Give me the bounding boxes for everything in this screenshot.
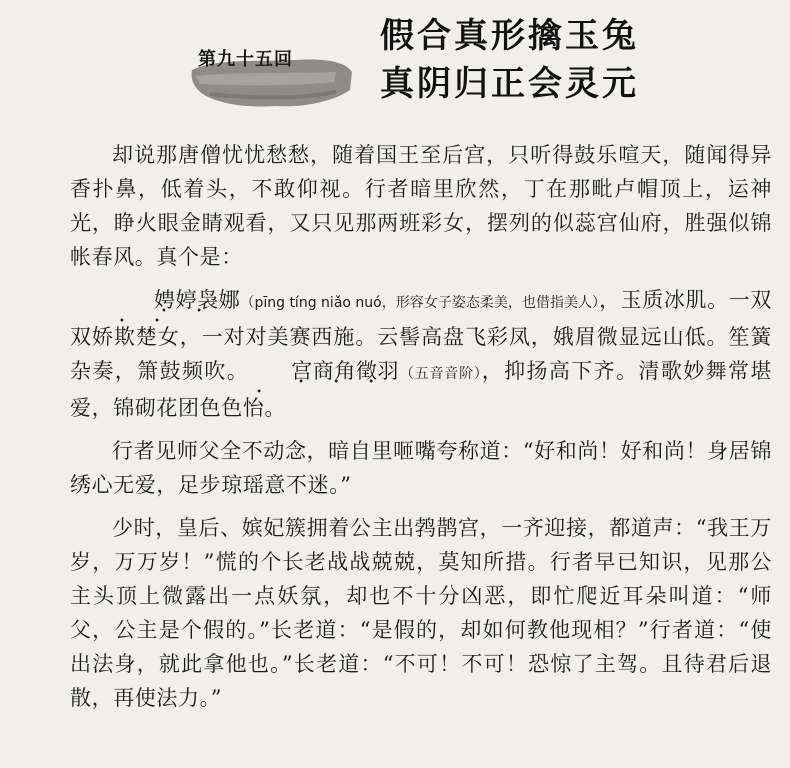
body-text	[70, 138, 772, 724]
annotation-note-1: （pīng tíng niǎo nuó，形容女子姿态柔美，也借指美人）	[240, 295, 600, 311]
chapter-title-line1: 假合真形擒玉兔	[380, 16, 639, 56]
paragraph-4: 少时，皇后、嫔妃簇拥着公主出鹁鹊宫，一齐迎接，都道声：“我王万岁，万万岁！”慌的个长老战战兢兢，莫知所措。行者早已知识，见那公主头顶上微露出一点妖氛，却也不十分凶恶，即忙爬近耳朵叫道：“师父，公主是个假的。”长老道：“是假的，却如何教他现相？”行者道：“使出法身，就此拿他也。”长老道：“不可！不可！恐惊了主驾。且待君后退散，再使法力。”	[70, 516, 772, 710]
chapter-title-line2: 真阴归正会灵元	[380, 64, 639, 104]
annotated-term-1: 娉婷袅娜 • • • •	[112, 283, 240, 317]
paragraph-2-part-a: ，玉质冰肌。一双双娇欺楚女，一对对美赛西施。云髻高盘飞彩凤，娥眉微显远山低。笙簧杂奏，箫鼓频吹。	[70, 288, 772, 383]
annotated-term-2: 宫商角徵羽 • • • •	[249, 354, 399, 388]
paragraph-1: 却说那唐僧忧忧愁愁，随着国王至后宫，只听得鼓乐喧天，随闻得异香扑鼻，低着头，不敢仰视。行者暗里欣然，丁在那毗卢帽顶上，运神光，睁火眼金睛观看，又只见那两班彩女，摆列的似蕊宫仙府，胜强似锦帐春风。真个是：	[70, 143, 772, 269]
paragraph-2	[70, 283, 772, 425]
annotation-note-2: （五音音阶）	[399, 366, 482, 382]
paragraph-2-part-b: ，抑扬高下齐。清歌妙舞常堪爱，锦砌花团色色怡。	[70, 359, 772, 420]
chapter-number: 第九十五回	[198, 49, 293, 70]
paragraph-3: 行者见师父全不动念，暗自里咂嘴夸称道：“好和尚！好和尚！身居锦绣心无爱，足步琼瑶意不迷。”	[70, 439, 772, 497]
chapter-number-badge	[186, 42, 354, 112]
